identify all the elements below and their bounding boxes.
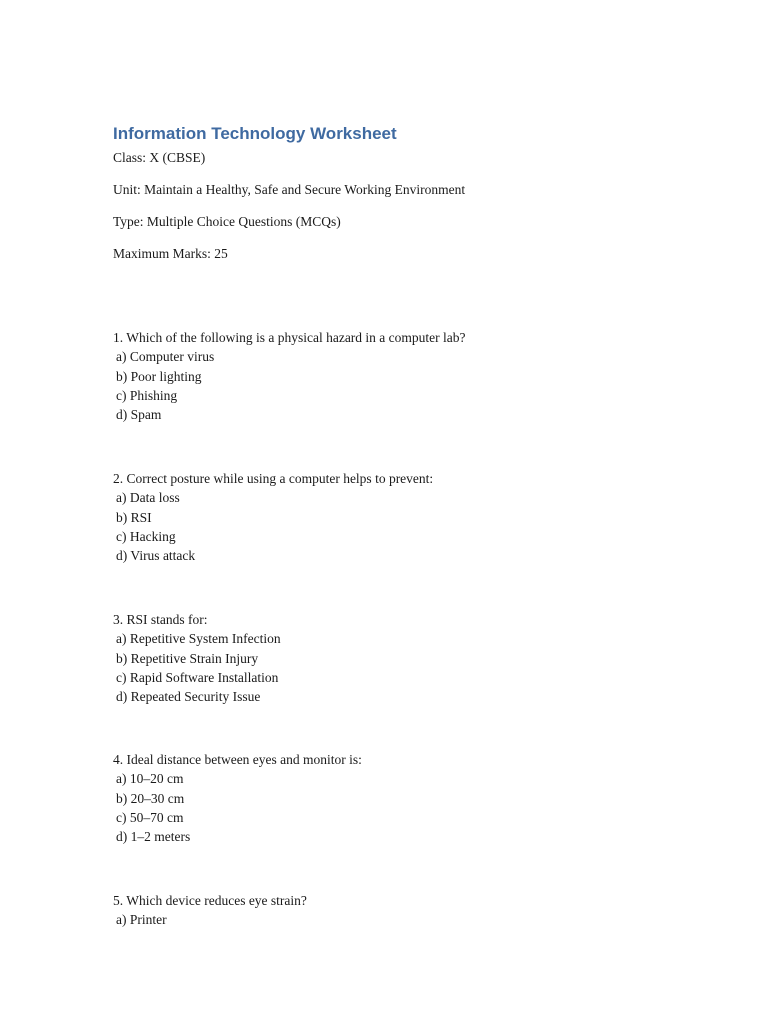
question-option: d) Spam	[116, 407, 162, 423]
question-2	[113, 469, 673, 565]
question-1	[113, 328, 673, 424]
question-stem: 4. Ideal distance between eyes and monitor is:	[113, 752, 362, 767]
question-stem: 2. Correct posture while using a computer helps to prevent:	[113, 471, 434, 486]
marks-line: Maximum Marks: 25	[113, 246, 228, 261]
question-5	[113, 891, 673, 930]
question-option: c) Phishing	[116, 387, 178, 403]
question-stem: 3. RSI stands for:	[113, 612, 208, 627]
unit-line: Unit: Maintain a Healthy, Safe and Secure Working Environment	[113, 182, 466, 197]
question-option: d) Virus attack	[116, 548, 196, 564]
question-option: c) Hacking	[116, 528, 176, 544]
question-stem: 5. Which device reduces eye strain?	[113, 893, 307, 908]
question-3	[113, 610, 673, 706]
question-stem: 1. Which of the following is a physical hazard in a computer lab?	[113, 330, 466, 345]
question-option: b) Repetitive Strain Injury	[116, 650, 259, 666]
class-line: Class: X (CBSE)	[113, 150, 206, 165]
question-option: a) 10–20 cm	[116, 771, 184, 787]
question-option: a) Printer	[116, 912, 167, 928]
question-option: a) Data loss	[116, 490, 180, 506]
question-option: d) 1–2 meters	[116, 829, 191, 845]
question-option: c) Rapid Software Installation	[116, 669, 279, 685]
type-line: Type: Multiple Choice Questions (MCQs)	[113, 214, 341, 229]
question-option: b) Poor lighting	[116, 368, 202, 384]
question-4	[113, 750, 673, 846]
question-option: b) RSI	[116, 509, 152, 525]
question-option: d) Repeated Security Issue	[116, 689, 261, 705]
page-title: Information Technology Worksheet	[113, 124, 397, 143]
question-option: a) Repetitive System Infection	[116, 631, 281, 647]
question-option: b) 20–30 cm	[116, 790, 185, 806]
question-option: a) Computer virus	[116, 349, 215, 365]
question-option: c) 50–70 cm	[116, 809, 184, 825]
